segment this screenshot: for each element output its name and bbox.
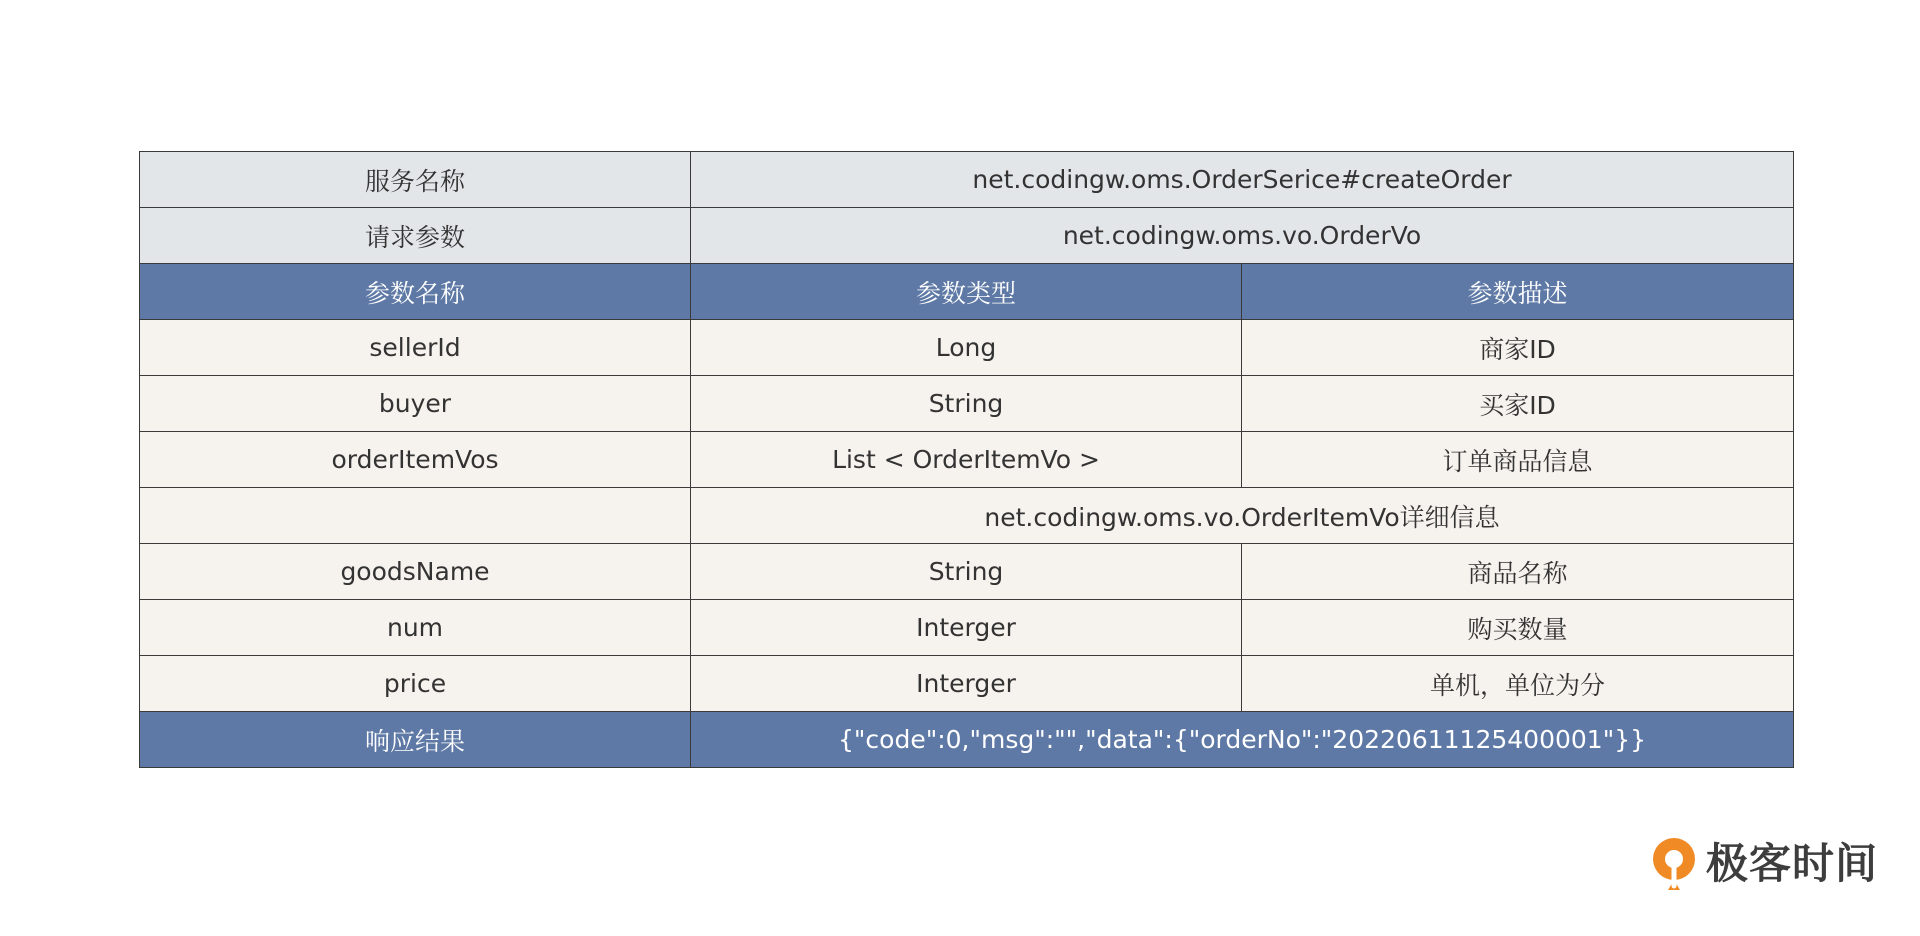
geektime-logo <box>1650 836 1878 892</box>
param-name: buyer <box>140 376 691 432</box>
response-row <box>140 712 1794 768</box>
param-type: Interger <box>691 656 1242 712</box>
table-row <box>140 376 1794 432</box>
detail-title-empty-cell <box>140 488 691 544</box>
table-header-row <box>140 264 1794 320</box>
param-desc: 订单商品信息 <box>1242 432 1794 488</box>
header-param-type: 参数类型 <box>691 264 1242 320</box>
param-desc: 单机，单位为分 <box>1242 656 1794 712</box>
param-desc: 商品名称 <box>1242 544 1794 600</box>
detail-title: net.codingw.oms.vo.OrderItemVo详细信息 <box>691 488 1794 544</box>
param-name: price <box>140 656 691 712</box>
request-params-label: 请求参数 <box>140 208 691 264</box>
param-type: Interger <box>691 600 1242 656</box>
table-row <box>140 432 1794 488</box>
response-value: {"code":0,"msg":"","data":{"orderNo":"20220611125400001"}} <box>691 712 1794 768</box>
param-type: List < OrderItemVo > <box>691 432 1242 488</box>
table-row <box>140 600 1794 656</box>
geektime-logo-icon <box>1650 836 1700 892</box>
param-type: Long <box>691 320 1242 376</box>
response-label: 响应结果 <box>140 712 691 768</box>
table-row <box>140 544 1794 600</box>
param-desc: 购买数量 <box>1242 600 1794 656</box>
param-name: num <box>140 600 691 656</box>
api-spec-table <box>139 151 1794 768</box>
table-row <box>140 320 1794 376</box>
param-desc: 商家ID <box>1242 320 1794 376</box>
service-name-row <box>140 152 1794 208</box>
param-type: String <box>691 544 1242 600</box>
table-row <box>140 656 1794 712</box>
service-name-label: 服务名称 <box>140 152 691 208</box>
param-name: sellerId <box>140 320 691 376</box>
request-params-value: net.codingw.oms.vo.OrderVo <box>691 208 1794 264</box>
detail-title-row <box>140 488 1794 544</box>
logo-text: 极客时间 <box>1706 839 1879 888</box>
request-params-row <box>140 208 1794 264</box>
param-name: orderItemVos <box>140 432 691 488</box>
header-param-desc: 参数描述 <box>1242 264 1794 320</box>
param-type: String <box>691 376 1242 432</box>
header-param-name: 参数名称 <box>140 264 691 320</box>
param-desc: 买家ID <box>1242 376 1794 432</box>
param-name: goodsName <box>140 544 691 600</box>
service-name-value: net.codingw.oms.OrderSerice#createOrder <box>691 152 1794 208</box>
